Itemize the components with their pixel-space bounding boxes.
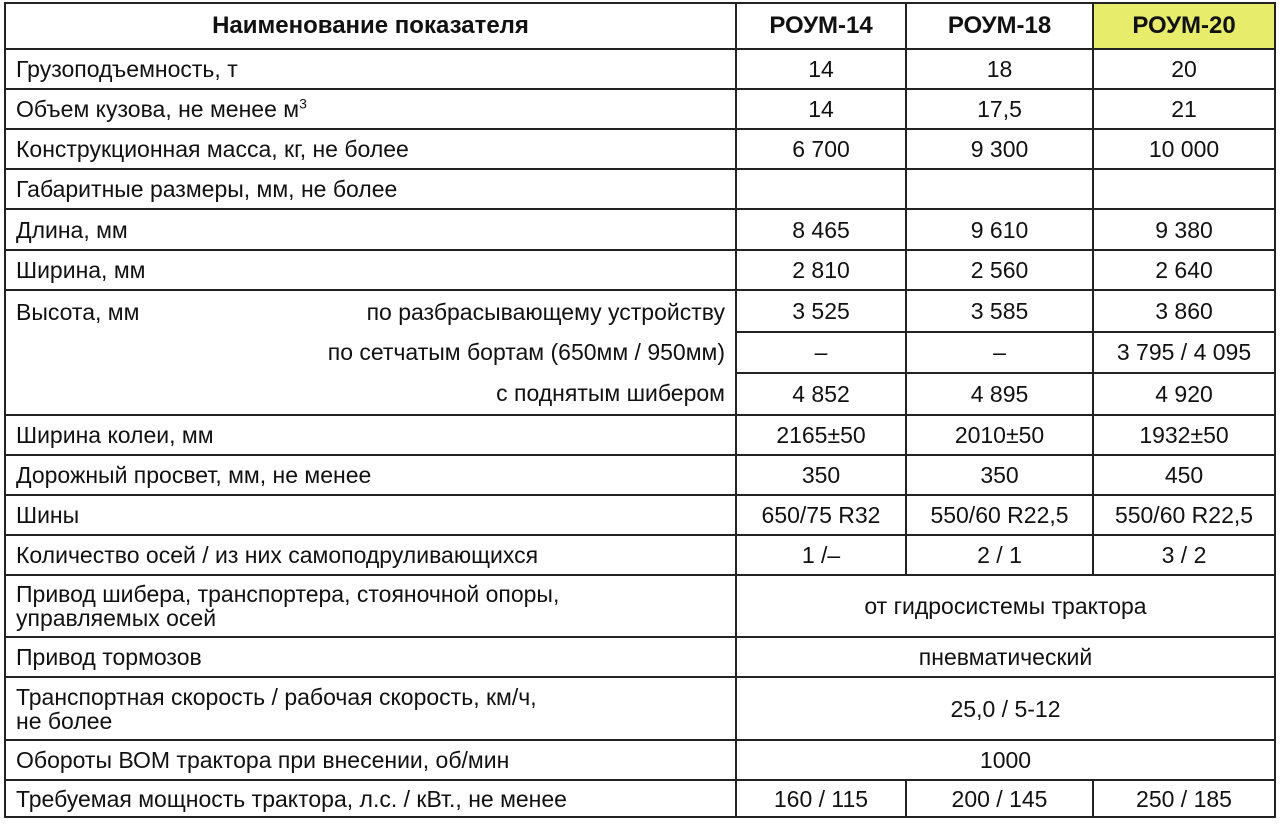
cell-value: – <box>906 332 1093 374</box>
table-row <box>5 49 1275 89</box>
table-row <box>5 415 1275 455</box>
merged-value: от гидросистемы трактора <box>736 575 1275 637</box>
cell-value: 3 / 2 <box>1093 535 1275 575</box>
height-sub-label: с поднятым шибером <box>496 380 725 406</box>
cell-value: 4 852 <box>736 373 906 415</box>
table-row <box>5 250 1275 290</box>
cell-value: 350 <box>906 455 1093 495</box>
table-row <box>5 169 1275 209</box>
table-row <box>5 129 1275 169</box>
merged-value: пневматический <box>736 637 1275 677</box>
cell-value: 6 700 <box>736 129 906 169</box>
cell-value: 650/75 R32 <box>736 495 906 535</box>
cell-value: 3 525 <box>736 290 906 332</box>
cell-value: 2010±50 <box>906 415 1093 455</box>
cell-value: 550/60 R22,5 <box>1093 495 1275 535</box>
cell-value: 550/60 R22,5 <box>906 495 1093 535</box>
cell-value: 8 465 <box>736 209 906 250</box>
cell-value: 3 860 <box>1093 290 1275 332</box>
cell-value: 250 / 185 <box>1093 780 1275 817</box>
header-model-3: РОУМ-20 <box>1093 3 1275 49</box>
row-label: Грузоподъемность, т <box>5 49 736 89</box>
height-label: Высота, мм <box>16 298 140 325</box>
cell-value: 2 / 1 <box>906 535 1093 575</box>
cell-value: 3 795 / 4 095 <box>1093 332 1275 374</box>
cell-value: 18 <box>906 49 1093 89</box>
row-label: Длина, мм <box>5 209 736 250</box>
cell-value: 200 / 145 <box>906 780 1093 817</box>
table-row <box>5 780 1275 817</box>
cell-empty <box>906 169 1093 209</box>
merged-value: 25,0 / 5-12 <box>736 677 1275 740</box>
cell-value: 14 <box>736 89 906 129</box>
cell-value: 20 <box>1093 49 1275 89</box>
row-label <box>5 575 736 637</box>
header-model-1: РОУМ-14 <box>736 3 906 49</box>
cell-value: 350 <box>736 455 906 495</box>
cell-value: 14 <box>736 49 906 89</box>
cell-value: – <box>736 332 906 374</box>
header-name: Наименование показателя <box>5 3 736 49</box>
row-label: Габаритные размеры, мм, не более <box>5 169 736 209</box>
table-row <box>5 495 1275 535</box>
row-label: Ширина, мм <box>5 250 736 290</box>
cell-empty <box>736 169 906 209</box>
table-row <box>5 575 1275 637</box>
row-label: Количество осей / из них самоподруливающихся <box>5 535 736 575</box>
cell-value: 1932±50 <box>1093 415 1275 455</box>
height-label-cell <box>5 290 736 415</box>
row-label: Конструкционная масса, кг, не более <box>5 129 736 169</box>
merged-value: 1000 <box>736 740 1275 780</box>
row-label-line: Транспортная скорость / рабочая скорость, км/ч, <box>16 683 537 710</box>
row-label: Привод тормозов <box>5 637 736 677</box>
height-sub-label: по разбрасывающему устройству <box>366 298 725 325</box>
row-label-line: не более <box>16 707 113 734</box>
header-row <box>5 3 1275 49</box>
cell-empty <box>1093 169 1275 209</box>
row-label-line: Привод шибера, транспортера, стояночной опоры, <box>16 581 560 607</box>
cell-value: 9 380 <box>1093 209 1275 250</box>
table-row <box>5 89 1275 129</box>
cell-value: 2 560 <box>906 250 1093 290</box>
row-label: Дорожный просвет, мм, не менее <box>5 455 736 495</box>
cell-value: 3 585 <box>906 290 1093 332</box>
table-row <box>5 209 1275 250</box>
cell-value: 21 <box>1093 89 1275 129</box>
cell-value: 9 610 <box>906 209 1093 250</box>
table-row <box>5 637 1275 677</box>
table-row <box>5 455 1275 495</box>
row-label <box>5 677 736 740</box>
cell-value: 17,5 <box>906 89 1093 129</box>
cell-value: 4 920 <box>1093 373 1275 415</box>
height-sub-label: по сетчатым бортам (650мм / 950мм) <box>327 339 725 365</box>
spec-table <box>4 2 1276 818</box>
row-label: Шины <box>5 495 736 535</box>
row-label-text: Объем кузова, не менее м <box>16 96 300 122</box>
cell-value: 160 / 115 <box>736 780 906 817</box>
cell-value: 1 /– <box>736 535 906 575</box>
superscript: 3 <box>299 95 307 112</box>
row-label-line: управляемых осей <box>16 605 217 631</box>
cell-value: 2 810 <box>736 250 906 290</box>
table-row <box>5 677 1275 740</box>
table-row <box>5 290 1275 332</box>
cell-value: 10 000 <box>1093 129 1275 169</box>
cell-value: 450 <box>1093 455 1275 495</box>
row-label <box>5 89 736 129</box>
row-label: Обороты ВОМ трактора при внесении, об/мин <box>5 740 736 780</box>
header-model-2: РОУМ-18 <box>906 3 1093 49</box>
cell-value: 9 300 <box>906 129 1093 169</box>
cell-value: 2165±50 <box>736 415 906 455</box>
table-row <box>5 740 1275 780</box>
table-row <box>5 535 1275 575</box>
row-label: Ширина колеи, мм <box>5 415 736 455</box>
cell-value: 4 895 <box>906 373 1093 415</box>
row-label: Требуемая мощность трактора, л.с. / кВт., не менее <box>5 780 736 817</box>
cell-value: 2 640 <box>1093 250 1275 290</box>
